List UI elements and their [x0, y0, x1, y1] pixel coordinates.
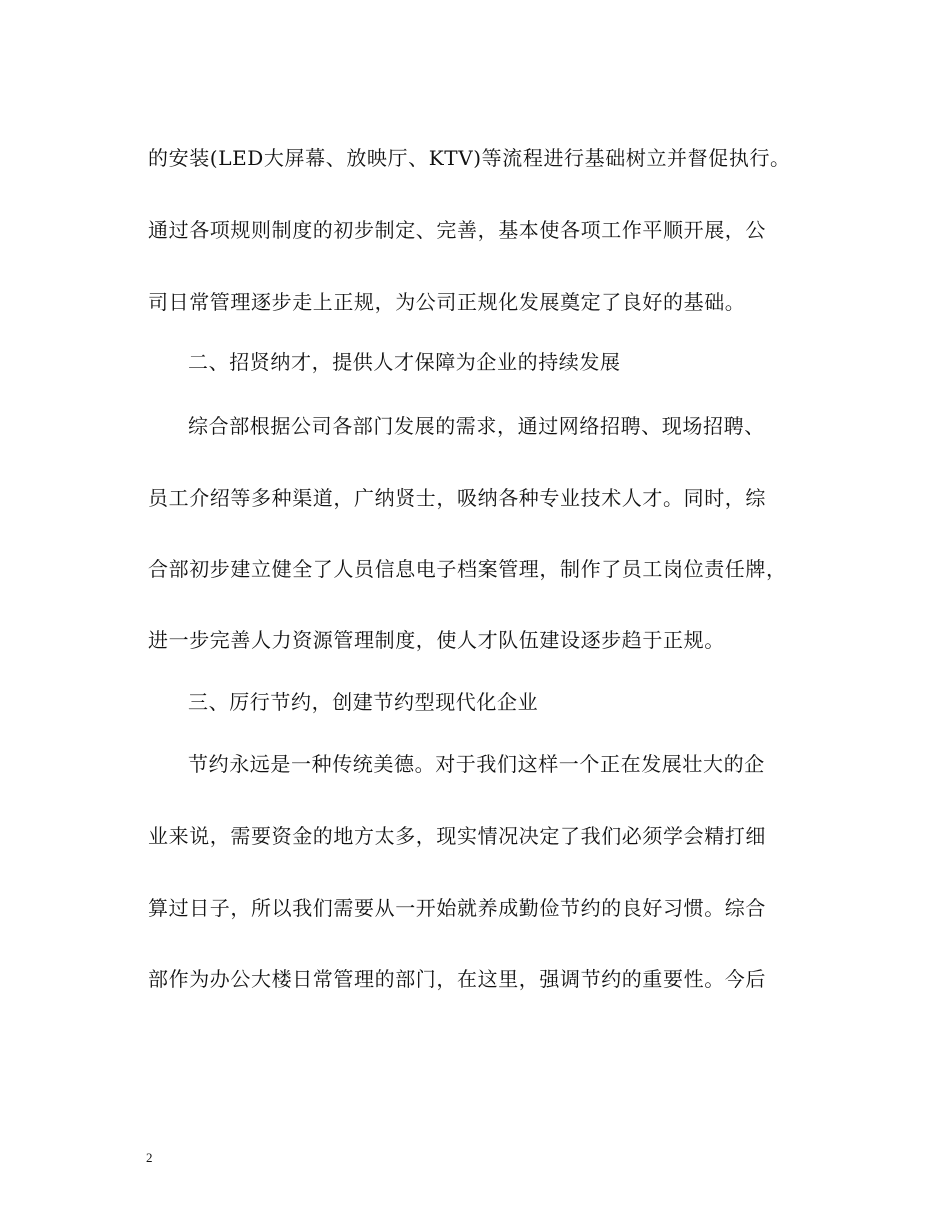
section-heading: 二、招贤纳才，提供人才保障为企业的持续发展 [188, 350, 621, 374]
body-text-line: 司日常管理逐步走上正规，为公司正规化发展奠定了良好的基础。 [148, 290, 746, 314]
body-text-line: 进一步完善人力资源管理制度，使人才队伍建设逐步趋于正规。 [148, 628, 725, 652]
body-text-line: 合部初步建立健全了人员信息电子档案管理，制作了员工岗位责任牌， [148, 557, 787, 581]
body-text-line: 综合部根据公司各部门发展的需求，通过网络招聘、现场招聘、 [188, 414, 765, 438]
body-text-line: 节约永远是一种传统美德。对于我们这样一个正在发展壮大的企 [188, 752, 765, 776]
body-text-line: 通过各项规则制度的初步制定、完善，基本使各项工作平顺开展，公 [148, 218, 766, 242]
body-text-line: 算过日子，所以我们需要从一开始就养成勤俭节约的良好习惯。综合 [148, 896, 766, 920]
body-text-line: 的安装(LED大屏幕、放映厅、KTV)等流程进行基础树立并督促执行。 [148, 146, 791, 170]
page-number: 2 [146, 1150, 153, 1165]
body-text-line: 部作为办公大楼日常管理的部门，在这里，强调节约的重要性。今后 [148, 967, 766, 991]
body-text-line: 业来说，需要资金的地方太多，现实情况决定了我们必须学会精打细 [148, 824, 766, 848]
section-heading: 三、厉行节约，创建节约型现代化企业 [188, 690, 539, 714]
body-text-line: 员工介绍等多种渠道，广纳贤士，吸纳各种专业技术人才。同时，综 [148, 486, 766, 510]
